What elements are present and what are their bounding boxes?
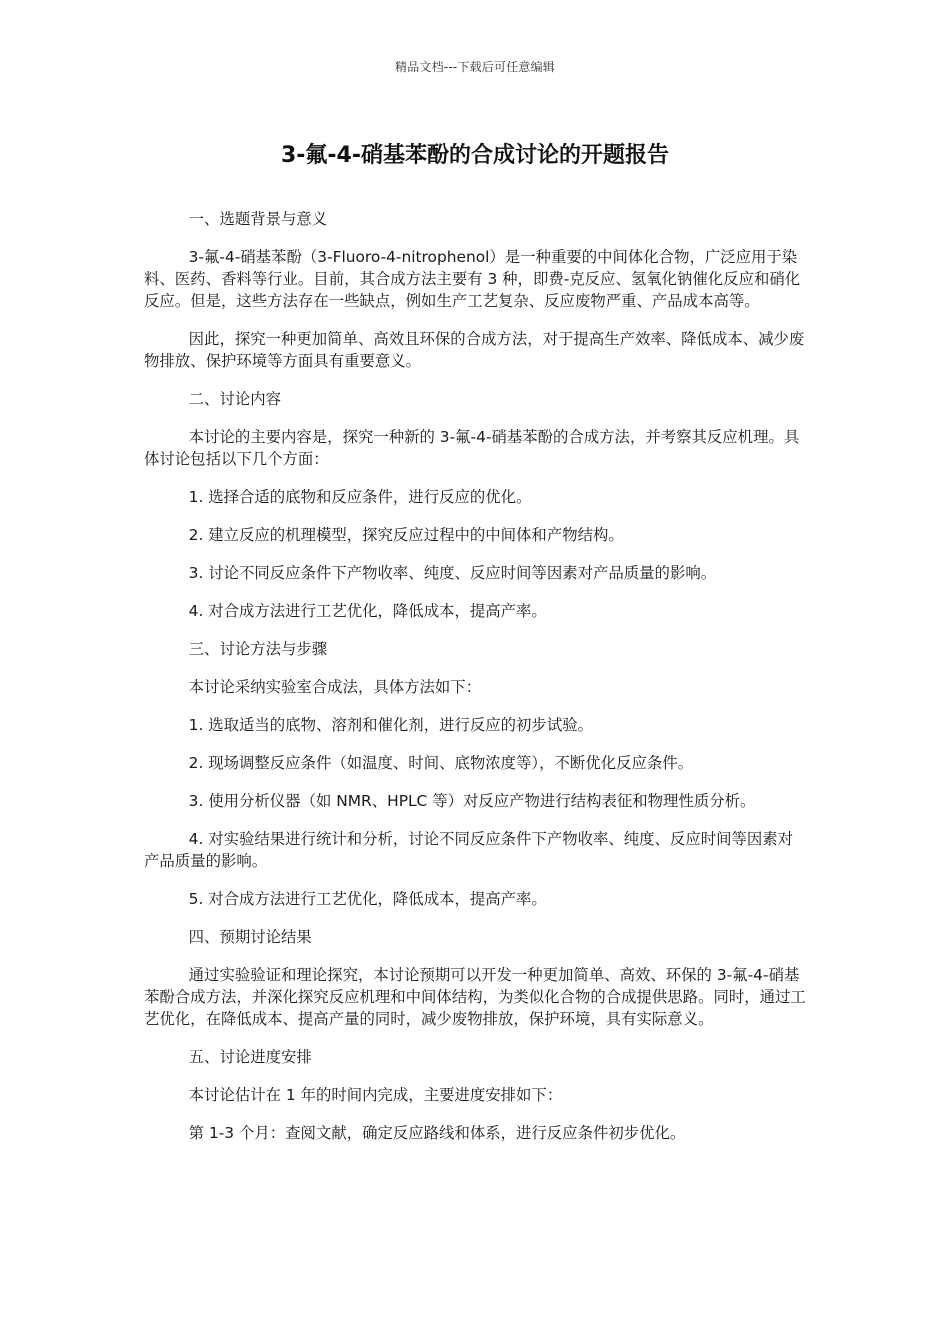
list-item-content-1: 1. 选择合适的底物和反应条件，进行反应的优化。 <box>188 488 532 506</box>
paragraph-background-intro: 3-氟-4-硝基苯酚（3-Fluoro-4-nitrophenol）是一种重要的中间体化合物，广泛应用于染料、医药、香料等行业。目前，其合成方法主要有 3 种，即费-克反应、氢氧化钠催化反应和硝化反应。但是，这些方法存在一些缺点，例如生产工艺复杂、反应废物严重、产品成本高等。 <box>144 248 801 310</box>
list-item-methods-4: 4. 对实验结果进行统计和分析，讨论不同反应条件下产物收率、纯度、反应时间等因素对产品质量的影响。 <box>144 830 794 870</box>
list-item-methods-5: 5. 对合成方法进行工艺优化，降低成本，提高产率。 <box>188 890 547 908</box>
list-item-content-3: 3. 讨论不同反应条件下产物收率、纯度、反应时间等因素对产品质量的影响。 <box>188 564 717 582</box>
paragraph-schedule-intro: 本讨论估计在 1 年的时间内完成，主要进度安排如下： <box>188 1086 563 1104</box>
list-item-schedule-1: 第 1-3 个月：查阅文献，确定反应路线和体系，进行反应条件初步优化。 <box>188 1124 686 1142</box>
section-heading-content: 二、讨论内容 <box>188 390 282 408</box>
list-item-methods-2: 2. 现场调整反应条件（如温度、时间、底物浓度等），不断优化反应条件。 <box>188 754 694 772</box>
list-item-content-4: 4. 对合成方法进行工艺优化，降低成本，提高产率。 <box>188 602 547 620</box>
section-heading-background: 一、选题背景与意义 <box>188 210 328 228</box>
list-item-content-2: 2. 建立反应的机理模型，探究反应过程中的中间体和产物结构。 <box>188 526 624 544</box>
list-item-methods-3: 3. 使用分析仪器（如 NMR、HPLC 等）对反应产物进行结构表征和物理性质分析。 <box>188 792 756 810</box>
list-item-methods-1: 1. 选取适当的底物、溶剂和催化剂，进行反应的初步试验。 <box>188 716 593 734</box>
paragraph-methods-intro: 本讨论采纳实验室合成法，具体方法如下： <box>188 678 482 696</box>
paragraph-expected-results: 通过实验验证和理论探究，本讨论预期可以开发一种更加简单、高效、环保的 3-氟-4-硝基苯酚合成方法，并深化探究反应机理和中间体结构，为类似化合物的合成提供思路。同时，通过工艺优化，在降低成本、提高产量的同时，减少废物排放，保护环境，具有实际意义。 <box>144 966 806 1028</box>
section-heading-expected-results: 四、预期讨论结果 <box>188 928 312 946</box>
section-heading-schedule: 五、讨论进度安排 <box>188 1048 312 1066</box>
paragraph-background-significance: 因此，探究一种更加简单、高效且环保的合成方法，对于提高生产效率、降低成本、减少废物排放、保护环境等方面具有重要意义。 <box>144 330 805 370</box>
document-title: 3-氟-4-硝基苯酚的合成讨论的开题报告 <box>280 143 669 168</box>
paragraph-content-intro: 本讨论的主要内容是，探究一种新的 3-氟-4-硝基苯酚的合成方法，并考察其反应机理。具体讨论包括以下几个方面： <box>144 428 800 468</box>
section-heading-methods: 三、讨论方法与步骤 <box>188 640 328 658</box>
header-note: 精品文档---下载后可任意编辑 <box>395 60 555 74</box>
document-body <box>144 208 806 1160</box>
